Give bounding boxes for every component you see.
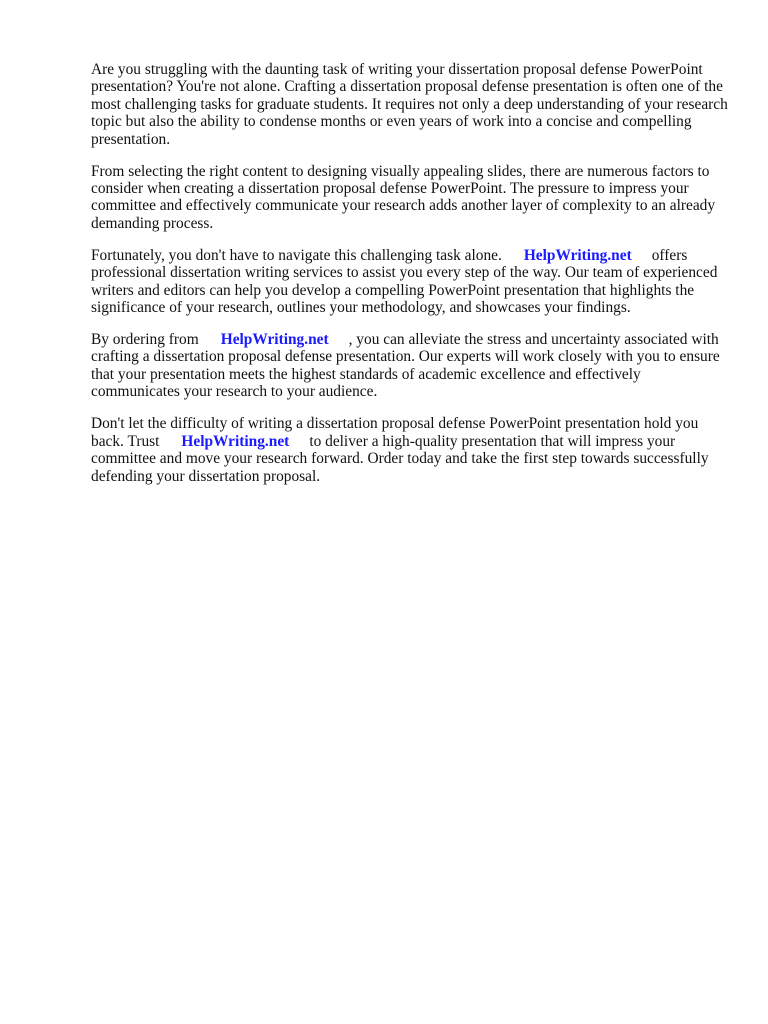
helpwriting-link[interactable]: HelpWriting.net <box>181 432 290 450</box>
paragraph-intro: Are you struggling with the daunting task of writing your dissertation proposal defense PowerPoint presentation? You're not alone. Crafting a dissertation proposal defense presentation is often one of the most challenging tasks for graduate students. It requires not only a deep understanding of your research topic but also the ability to condense months or even years of work into a concise and compelling presentation. <box>91 61 728 148</box>
paragraph-text: Don't let the difficulty of writing a dissertation proposal defense PowerPoint presentation hold you back. Trust <box>91 415 699 450</box>
paragraph-services <box>91 247 731 317</box>
paragraph-text: , you can alleviate the stress and uncertainty associated with crafting a dissertation proposal defense presentation. Our experts will work closely with you to ensure that your presentation meets the highest standards of academic excellence and effectively communicates your research to your audience. <box>91 331 720 401</box>
paragraph-text: to deliver a high-quality presentation that will impress your committee and move your research forward. Order today and take the first step towards successfully defending your dissertation proposal. <box>91 432 709 485</box>
paragraph-text: Fortunately, you don't have to navigate this challenging task alone. <box>91 246 502 264</box>
helpwriting-link[interactable]: HelpWriting.net <box>523 246 632 264</box>
paragraph-text: By ordering from <box>91 331 199 349</box>
paragraph-call-to-action <box>91 415 731 485</box>
helpwriting-link[interactable]: HelpWriting.net <box>220 331 329 349</box>
paragraph-factors: From selecting the right content to designing visually appealing slides, there are numerous factors to consider when creating a dissertation proposal defense PowerPoint. The pressure to impress your committee and effectively communicate your research adds another layer of complexity to an already demanding process. <box>91 162 716 232</box>
paragraph-ordering <box>91 331 731 401</box>
paragraph-text: offers professional dissertation writing services to assist you every step of the way. Our team of experienced writers and editors can help you develop a compelling PowerPoint presentation that highlights the significance of your research, outlines your methodology, and showcases your findings. <box>91 246 718 317</box>
document-body <box>91 61 731 500</box>
